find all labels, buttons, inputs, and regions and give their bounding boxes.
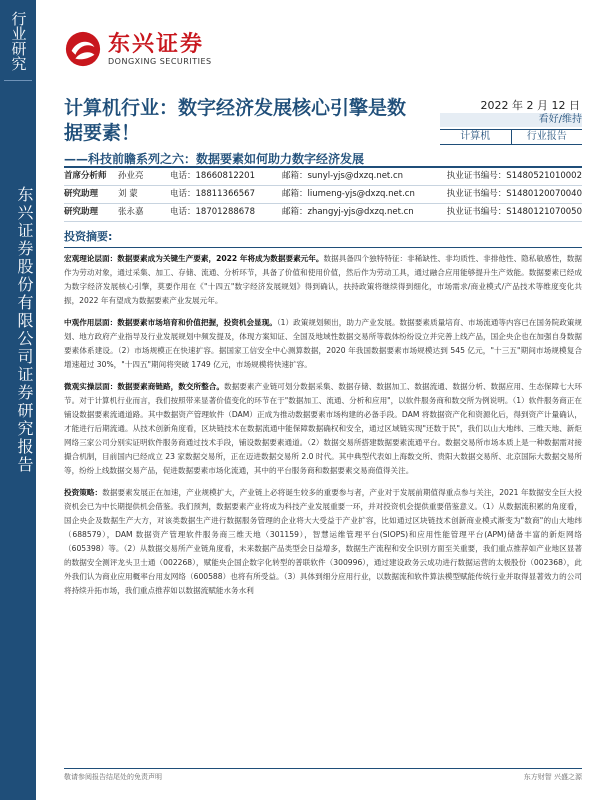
analyst-role: 首席分析师 (64, 171, 107, 181)
analyst-email[interactable]: 邮箱：zhangyj-yjs@dxzq.net.cn (282, 207, 414, 217)
analyst-name: 孙业亮 (118, 171, 144, 181)
report-date: 2022 年 2 月 12 日 (480, 99, 580, 112)
analyst-cert: 执业证书编号：S1480120070040 (446, 189, 582, 199)
report-subtitle: ——科技前瞻系列之六：数据要素如何助力数字经济发展 (64, 152, 365, 166)
logo-swirl-icon (64, 30, 102, 68)
paragraph-text: 数据具备四个独特特征：非稀缺性、非均质性、非排他性、隐私敏感性，数据作为劳动对象，通过采集、加工、存储、流通、分析环节，具备了价值和使用价值，然后作为劳动工具，通过融合应用能够提升生产效能。数据要素已经成为数字经济发展核心引擎，莫要作用在《"十四五"数字经济发展规划》得到确认，扶持政策将继续得到细化，市场需求/商业模式/产品技术等维度变化共振，2022 年有望成为数据要素产业发展元年。 (64, 254, 583, 305)
paragraph-lead: 投资策略： (64, 488, 103, 497)
footer-slogan: 东方财智 兴盛之源 (523, 773, 582, 781)
tag-industry: 计算机 (440, 129, 511, 145)
paragraph-strategy (64, 486, 582, 598)
paragraph-text: 数据要素产业链可划分数据采集、数据存储、数据加工、数据流通、数据分析、数据应用、生态保障七大环节。对于计算机行业而言，我们按照带来显著价值变化的环节在于"数据加工、流通、分析和应用"，以软件服务商和数交所为例说明。（1）软件服务商正在铺设数据要素流通道路。其中数据资产管理软件（DAM）正成为推动数据要素市场构建的必备手段。DAM 将数据资产化和资源化后，得到资产计量确认，才能进行后期流通。从技术创新角度看，区块链技术在数据流通中能保障数据确权和安全，通过区域链实现"还数于民"，我们以山大地纬、三维天地、新炬网络三家公司分别实证明软件服务商通过技术手段，铺设数据要素通道。（2）数据交易所搭建数据要素流通平台。数据交易所市场本质上是一种数据需对接撮合机制，目前国内已经成立 23 家数据交易所，正在迈进数据交易所 2.0 时代。其中典型代表如上海数交所、贵阳大数据交易所、北京国际大数据交易所等，纷纷上线数据交易产品，促进数据要素市场化流通，其中的平台服务商和数据要素交易商值得关注。 (64, 382, 583, 475)
page-footer (64, 768, 582, 782)
analyst-cert: 执业证书编号：S1480521010002 (446, 171, 582, 181)
analyst-role: 研究助理 (64, 207, 99, 217)
analyst-name: 刘 蒙 (118, 189, 138, 199)
summary-heading: 投资摘要: (64, 228, 582, 248)
logo-english-name: DONGXING SECURITIES (108, 56, 212, 66)
paragraph-lead: 微观实操层面：数据要素商链路，数交所整合。 (64, 382, 224, 391)
tag-report-type: 行业报告 (511, 129, 583, 145)
analyst-cert: 执业证书编号：S1480121070050 (446, 207, 582, 217)
analyst-name: 张永嘉 (118, 207, 144, 217)
logo-chinese-name: 东兴证券 (108, 31, 205, 57)
paragraph-text: 数据要素发展正在加速，产业规模扩大，产业链上必将诞生较多的重要参与者，产业对于发展前期值得重点参与关注，2021 年数据安全巨大投资机会已为中长期提供机会借鉴。我们预判，数据要素产业将成为科技产业发展重要一环，并对投资机会提供重要借鉴意义。（1）从数据流积累的角度看，国企央企及数据生产大方，对该类数据生产进行数据服务管理的企业将大大受益于产业扩容，比如通过区块链技术创新商业模式渐变为"数商"的山大地纬（688579），DAM 数据资产管理软件服务商三维天地（301159），智慧运维管理平台(SIOPS)和应用性能管理平台(APM)储备丰富的新炬网络（605398）等。（2）从数据交易所产业链角度看，未来数据产品类型会日益增多，数据生产流程和安全识别方面至关重要，我们重点推荐如产业地区显著的数据安全测评龙头卫士通（002268），赋能央企国企数字化转型的普联软件（300996），通过建设政务云成功进行数据运营的太极股份（002368），此外我们认为商业应用概率台用友网络（600588）也将有所受益。（3）具体到细分应用行业，以数据流和软件算法模型赋能传统行业并取得显著效力的公司将持续升拓市场，我们重点推荐如以数据流赋能水务水利 (64, 488, 583, 595)
paragraph-micro (64, 380, 582, 478)
footer-disclaimer: 敬请参阅报告结尾处的免责声明 (64, 773, 162, 781)
summary-body (64, 252, 582, 606)
analyst-table (64, 166, 582, 222)
analyst-row (64, 186, 582, 204)
analyst-phone: 电话：18660812201 (170, 171, 255, 181)
analyst-email[interactable]: 邮箱：liumeng-yjs@dxzq.net.cn (282, 189, 415, 199)
analyst-row (64, 166, 582, 186)
analyst-phone: 电话：18701288678 (170, 207, 255, 217)
company-logo (64, 30, 212, 68)
sidebar-divider (4, 80, 32, 81)
paragraph-meso (64, 316, 582, 372)
analyst-role: 研究助理 (64, 189, 99, 199)
sidebar-category-label: 行业研究 (0, 0, 36, 76)
analyst-email[interactable]: 邮箱：sunyl-yjs@dxzq.net.cn (282, 171, 404, 181)
paragraph-macro (64, 252, 582, 308)
report-title: 计算机行业：数字经济发展核心引擎是数据要素！ (64, 97, 407, 144)
analyst-row (64, 204, 582, 222)
paragraph-lead: 宏观理论层面：数据要素成为关键生产要素，2022 年将成为数据要素元年。 (64, 254, 324, 263)
rating-badge: 看好/维持 (440, 113, 582, 127)
paragraph-text: （1）政策规划频出，助力产业发展。数据要素质量培育、市场流通等内容已在国务院政策规划、地方政府产业指导及行业发展规划中频发提及，体现方案知证、全国及地域性数据交易所等载体纷纷设立并完善上线产品，国企央企也在加强自身数据要素体系建设。（2）市场规模正在快速扩容。据国家工信安全中心测算数据，2020 年我国数据要素市场规模达到 545 亿元，"十三五"期间市场规模复合增速超过 30%，"十四五"期间将突破 1749 亿元，市场规模将快速扩容。 (64, 318, 583, 369)
analyst-phone: 电话：18811366567 (170, 189, 255, 199)
report-tags (440, 129, 582, 145)
paragraph-lead: 中观作用层面：数据要素市场培育和价值把握，投资机会显现。 (64, 318, 277, 327)
sidebar-company-label: 东兴证券股份有限公司证券研究报告 (15, 186, 34, 474)
